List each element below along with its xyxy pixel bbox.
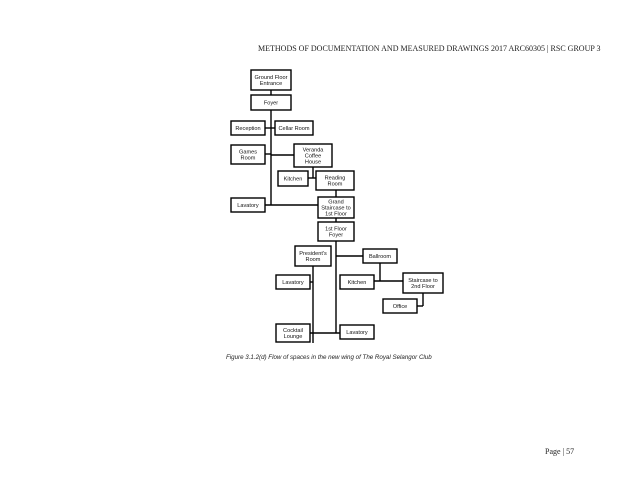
- node-label: Lounge: [283, 333, 303, 340]
- node-veranda-coffee-house: [294, 144, 332, 167]
- node-label: Cellar Room: [278, 126, 310, 132]
- node-label: Staircase to: [408, 278, 438, 285]
- node-label: Ground Floor: [254, 75, 288, 82]
- diagram-nodes: [231, 70, 443, 342]
- node-presidents-room: [295, 246, 331, 266]
- node-kitchen-1: [278, 171, 308, 186]
- node-label: Grand: [328, 199, 344, 206]
- node-label: President's: [299, 251, 327, 258]
- node-staircase-2nd: [403, 273, 443, 293]
- node-reception: [231, 121, 265, 135]
- node-cocktail-lounge: [276, 324, 310, 342]
- node-label: Veranda: [302, 147, 324, 154]
- node-label: Room: [327, 181, 343, 188]
- node-reading-room: [316, 171, 354, 190]
- node-label: Entrance: [259, 80, 283, 87]
- node-label: Lavatory: [346, 330, 368, 336]
- page-header: METHODS OF DOCUMENTATION AND MEASURED DRAWINGS 2017 ARC60305 | RSC GROUP 3: [258, 44, 601, 53]
- node-kitchen-2: [340, 275, 374, 289]
- page-number: Page | 57: [545, 447, 575, 456]
- node-label: Lavatory: [282, 280, 304, 286]
- node-label: Reception: [235, 126, 261, 132]
- node-label: Games: [238, 149, 258, 156]
- node-label: Cocktail: [283, 328, 303, 335]
- node-label: Lavatory: [237, 203, 259, 209]
- node-games-room: [231, 145, 265, 164]
- node-label: House: [304, 159, 322, 166]
- node-ballroom: [363, 249, 397, 263]
- node-label: Ballroom: [368, 254, 392, 260]
- node-office: [383, 299, 417, 313]
- node-foyer: [251, 95, 291, 110]
- node-first-floor-foyer: [318, 222, 354, 241]
- node-lavatory-3: [340, 325, 374, 339]
- node-label: Staircase to: [321, 205, 351, 212]
- node-lavatory-1: [231, 198, 265, 212]
- node-label: Coffee: [304, 153, 322, 160]
- node-label: 1st Floor: [325, 226, 347, 233]
- node-label: Room: [240, 155, 256, 162]
- node-label: Room: [305, 256, 321, 263]
- node-lavatory-2: [276, 275, 310, 289]
- node-cellar-room: [275, 121, 313, 135]
- node-label: Kitchen: [283, 176, 303, 183]
- node-ground-floor-entrance: [251, 70, 291, 90]
- figure-caption: Figure 3.1.2(d) Flow of spaces in the new wing of The Royal Selangor Club: [226, 354, 432, 361]
- node-label: Office: [392, 304, 408, 310]
- node-label: Foyer: [328, 232, 344, 239]
- node-label: Reading: [324, 175, 346, 182]
- node-label: Foyer: [263, 100, 279, 107]
- node-grand-staircase: [318, 197, 354, 218]
- node-label: 2nd Floor: [411, 283, 435, 290]
- node-label: 1st Floor: [325, 211, 347, 218]
- node-label: Kitchen: [347, 280, 367, 286]
